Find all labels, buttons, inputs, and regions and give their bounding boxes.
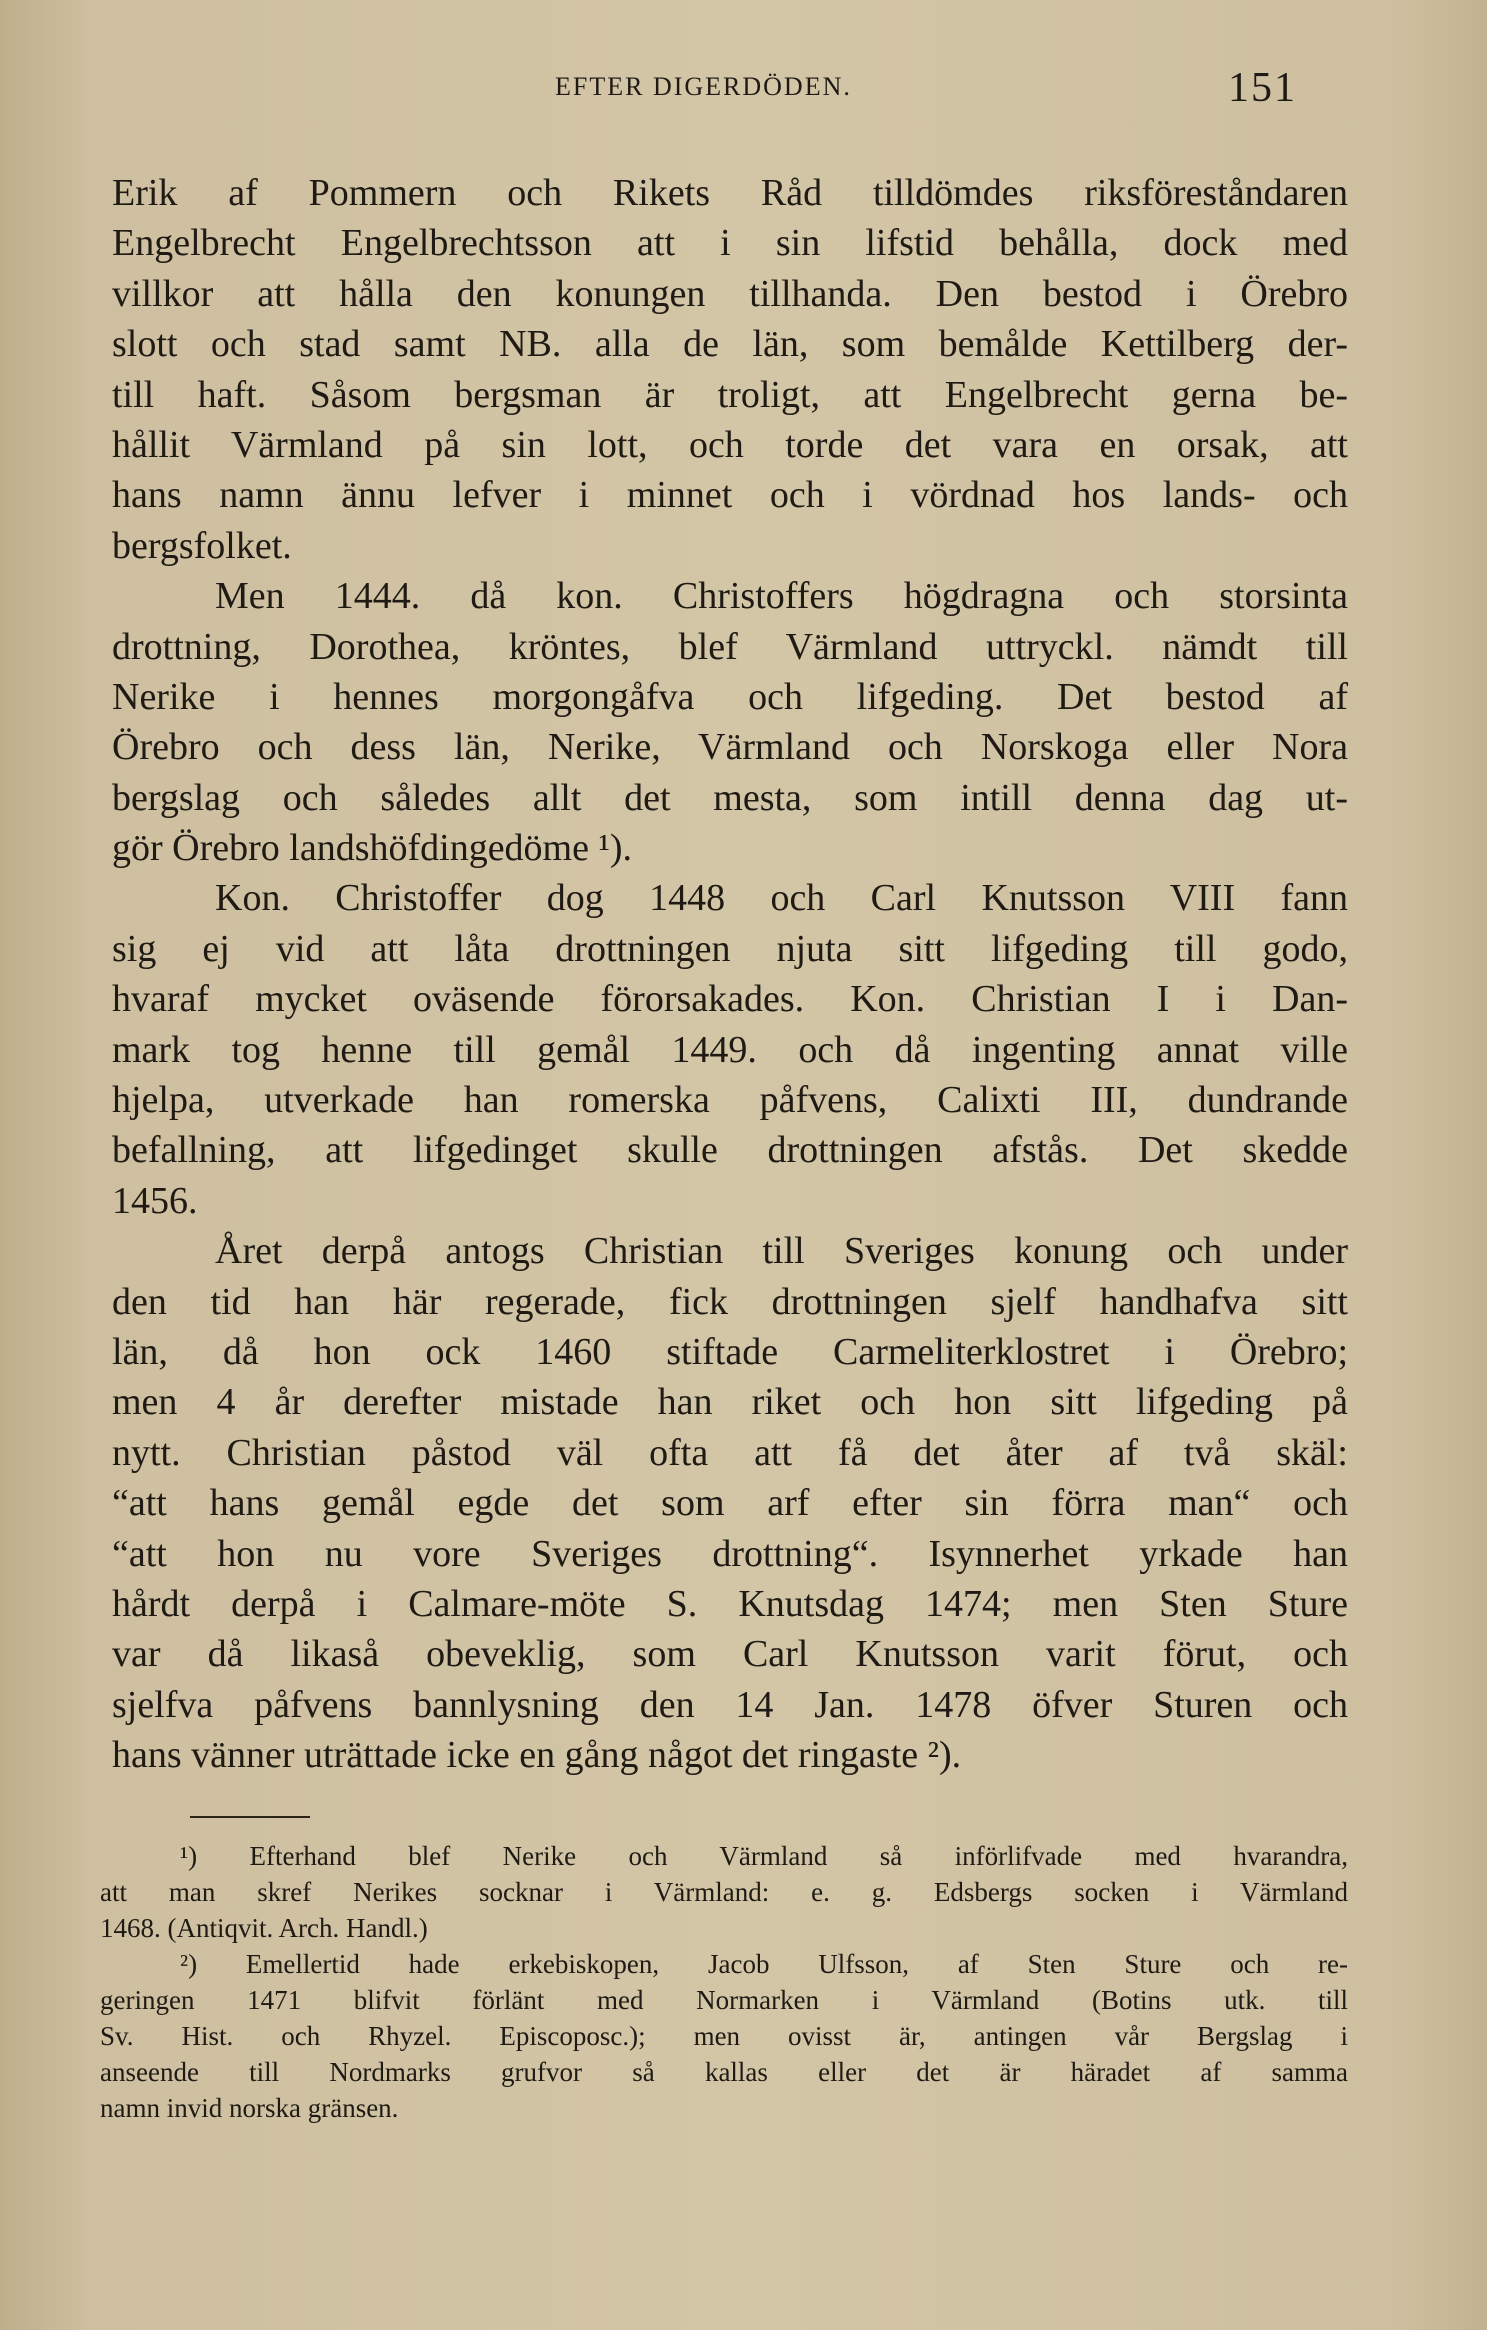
text-line: sig ej vid att låta drottningen njuta sitt lifgeding till godo,: [112, 927, 1348, 970]
text-line: län, då hon ock 1460 stiftade Carmeliterklostret i Örebro;: [112, 1330, 1348, 1373]
footnote-line: geringen 1471 blifvit förlänt med Normarken i Värmland (Botins utk. till: [100, 1985, 1348, 2015]
text-line: den tid han här regerade, fick drottningen sjelf handhafva sitt: [112, 1280, 1348, 1323]
text-line: hvaraf mycket oväsende förorsakades. Kon. Christian I i Dan-: [112, 978, 1348, 1021]
text-line: bergslag och således allt det mesta, som intill denna dag ut-: [112, 776, 1348, 819]
footnote-line: namn invid norska gränsen.: [100, 2093, 399, 2123]
text-line: Kon. Christoffer dog 1448 och Carl Knutsson VIII fann: [215, 877, 1348, 920]
text-line: hans namn ännu lefver i minnet och i vördnad hos lands- och: [112, 474, 1348, 517]
footnote-rule: [190, 1816, 310, 1818]
text-line: Erik af Pommern och Rikets Råd tilldömdes riksföreståndaren: [112, 172, 1348, 214]
text-line: Men 1444. då kon. Christoffers högdragna och storsinta: [215, 575, 1348, 618]
text-line: Året derpå antogs Christian till Sveriges konung och under: [215, 1230, 1348, 1273]
footnotes: [100, 1838, 1348, 2126]
text-line: Engelbrecht Engelbrechtsson att i sin lifstid behålla, dock med: [112, 222, 1348, 265]
footnote-line: Sv. Hist. och Rhyzel. Episcoposc.); men ovisst är, antingen vår Bergslag i: [100, 2021, 1348, 2051]
body-text: [112, 168, 1348, 1781]
footnote-line: ²) Emellertid hade erkebiskopen, Jacob Ulfsson, af Sten Sture och re-: [180, 1949, 1348, 1979]
text-line: Nerike i hennes morgongåfva och lifgeding. Det bestod af: [112, 675, 1348, 718]
footnote-line: 1468. (Antiqvit. Arch. Handl.): [100, 1913, 428, 1943]
page-number: 151: [1228, 65, 1297, 111]
text-line: till haft. Såsom bergsman är troligt, att Engelbrecht gerna be-: [112, 373, 1348, 416]
footnote-line: ¹) Efterhand blef Nerike och Värmland så införlifvade med hvarandra,: [180, 1841, 1348, 1871]
text-line: gör Örebro landshöfdingedöme ¹).: [112, 827, 633, 870]
footnote-line: att man skref Nerikes socknar i Värmland: e. g. Edsbergs socken i Värmland: [100, 1877, 1348, 1907]
running-head: EFTER DIGERDÖDEN.: [555, 72, 852, 101]
text-line: mark tog henne till gemål 1449. och då ingenting annat ville: [112, 1028, 1348, 1071]
text-line: villkor att hålla den konungen tillhanda. Den bestod i Örebro: [112, 272, 1348, 315]
text-line: hållit Värmland på sin lott, och torde det vara en orsak, att: [112, 423, 1348, 466]
text-line: sjelfva påfvens bannlysning den 14 Jan. 1478 öfver Sturen och: [112, 1683, 1348, 1726]
text-line: “att hon nu vore Sveriges drottning“. Isynnerhet yrkade han: [112, 1532, 1348, 1575]
text-line: drottning, Dorothea, kröntes, blef Värmland uttryckl. nämdt till: [112, 625, 1348, 668]
text-line: var då likaså obeveklig, som Carl Knutsson varit förut, och: [112, 1633, 1348, 1676]
text-line: nytt. Christian påstod väl ofta att få det åter af två skäl:: [112, 1431, 1348, 1474]
text-line: bergsfolket.: [112, 524, 292, 567]
text-line: hårdt derpå i Calmare-möte S. Knutsdag 1474; men Sten Sture: [112, 1582, 1348, 1625]
text-line: hans vänner uträttade icke en gång något det ringaste ²).: [112, 1734, 962, 1777]
footnote-line: anseende till Nordmarks grufvor så kallas eller det är häradet af samma: [100, 2057, 1348, 2087]
text-line: men 4 år derefter mistade han riket och hon sitt lifgeding på: [112, 1381, 1348, 1424]
text-line: Örebro och dess län, Nerike, Värmland och Norskoga eller Nora: [112, 726, 1348, 769]
text-line: befallning, att lifgedinget skulle drottningen afstås. Det skedde: [112, 1129, 1348, 1172]
text-line: hjelpa, utverkade han romerska påfvens, Calixti III, dundrande: [112, 1079, 1348, 1122]
text-line: slott och stad samt NB. alla de län, som bemålde Kettilberg der-: [112, 323, 1348, 366]
text-line: 1456.: [112, 1179, 198, 1222]
text-line: “att hans gemål egde det som arf efter sin förra man“ och: [112, 1482, 1348, 1525]
